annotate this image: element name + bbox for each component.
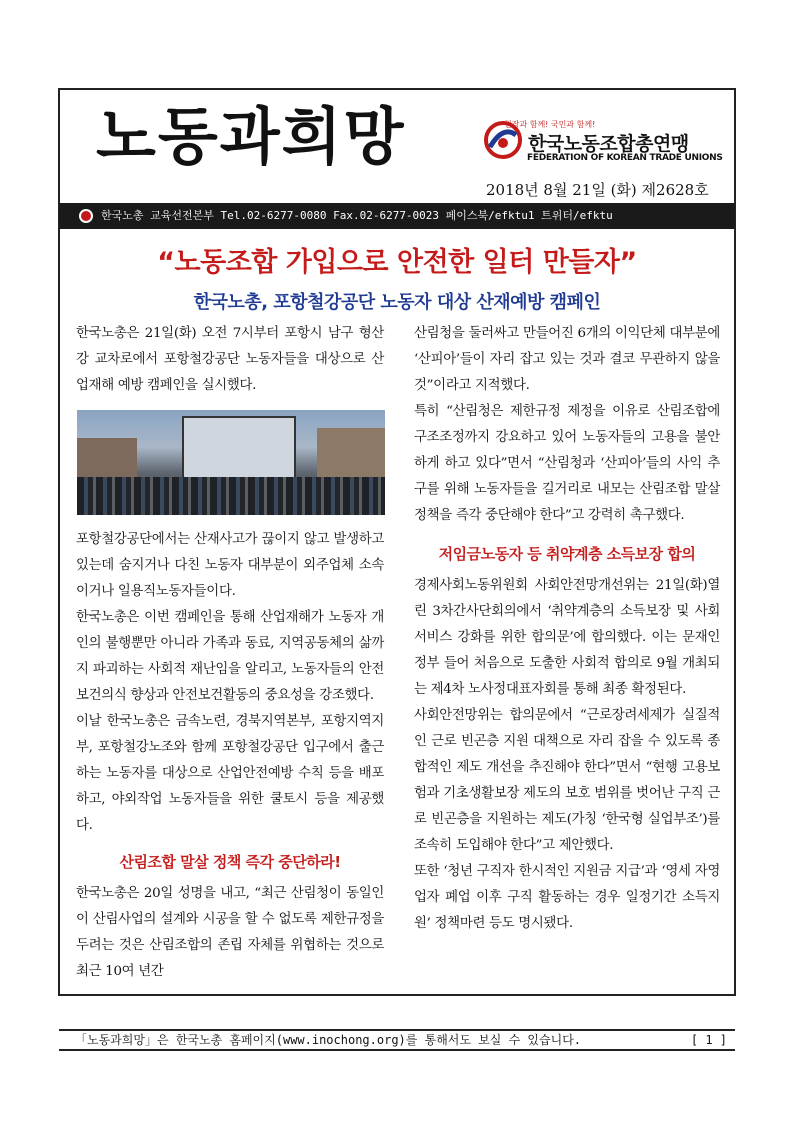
paragraph: 또한 ‘청년 구직자 한시적인 지원금 지급’과 ‘영세 자영업자 폐업 이후 구직 활동하는 경우 일정기간 소득지원’ 정책마련 등도 명시됐다. [414, 864, 720, 931]
page-number: [ 1 ] [690, 1033, 727, 1047]
section-title-lowwage: 저임금노동자 등 취약계층 소득보장 합의 [438, 545, 696, 563]
paragraph: 한국노총은 21일(화) 오전 7시부터 포항시 남구 형산강 교차로에서 포항철강공단 노동자들을 대상으로 산업재해 예방 캠페인을 실시했다. [76, 326, 384, 393]
contact-text: 한국노총 교육선전본부 Tel.02-6277-0080 Fax.02-6277-0023 페이스북/efktu1 트위터/efktu [101, 209, 613, 222]
paragraph: 경제사회노동위원회 사회안전망개선위는 21일(화)열린 3차간사단회의에서 ‘취약계층의 소득보장 및 사회서비스 강화를 위한 합의문’에 합의했다. 이는 문재인 정부 들어 처음으로 도출한 사회적 합의로 9월 개최되는 제4차 노사정대표자회를 통해 최종 확정된다. [414, 578, 720, 697]
paragraph: 특히 “산림청은 제한규정 제정을 이유로 산림조합에 구조조정까지 강요하고 있어 노동자들의 고용을 불안하게 하고 있다”면서 “산림청과 ‘산피아’들의 사익 추구를 위해 노동자들을 길거리로 내모는 산림조합 말살정책을 즉각 중단해야 한다”고 강력히 촉구했다. [414, 404, 720, 523]
headline: “노동조합 가입으로 안전한 일터 만들자” [157, 247, 637, 278]
issue-date: 2018년 8월 21일 (화) 제2628호 [486, 181, 709, 199]
section-title-forestry: 산림조합 말살 정책 즉각 중단하라! [119, 853, 341, 871]
paragraph: 산림청을 둘러싸고 만들어진 6개의 이익단체 대부분에 ‘산피아’들이 자리 잡고 있는 것과 결코 무관하지 않을 것”이라고 지적했다. [414, 326, 720, 393]
footer [59, 1029, 735, 1051]
paragraph: 한국노총은 이번 캠페인을 통해 산업재해가 노동자 개인의 불행뿐만 아니라 가족과 동료, 지역공동체의 삶까지 파괴하는 사회적 재난임을 알리고, 노동자들의 안전보건의식 향상과 안전보건활동의 중요성을 강조했다. [76, 610, 384, 703]
fktu-logo-icon [484, 121, 522, 159]
footer-text: 「노동과희망」은 한국노총 홈페이지(www.inochong.org)를 통해서도 보실 수 있습니다. [75, 1033, 582, 1047]
org-slogan: 현장과 함께! 국민과 함께! [504, 120, 596, 129]
left-column-body [76, 527, 384, 985]
right-column [414, 321, 720, 937]
paragraph: 포항철강공단에서는 산재사고가 끊이지 않고 발생하고 있는데 숨지거나 다친 노동자 대부분이 외주업체 소속이거나 일용직노동자들이다. [76, 532, 384, 599]
campaign-photo [77, 410, 385, 515]
paragraph: 한국노총은 20일 성명을 내고, “최근 산림청이 동일인이 산림사업의 설계와 시공을 할 수 없도록 제한규정을 두려는 것은 산림조합의 존립 자체를 위협하는 것으로 최근 10여 년간 [76, 886, 384, 979]
org-name-en: FEDERATION OF KOREAN TRADE UNIONS [527, 153, 723, 163]
subheadline: 한국노총, 포항철강공단 노동자 대상 산재예방 캠페인 [193, 292, 601, 313]
contact-bar [59, 203, 735, 229]
paragraph: 이날 한국노총은 금속노련, 경북지역본부, 포항지역지부, 포항철강노조와 함께 포항철강공단 입구에서 출근하는 노동자를 대상으로 산업안전예방 수칙 등을 배포하고, 야외작업 노동자들을 위한 쿨토시 등을 제공했다. [76, 714, 384, 833]
paragraph: 사회안전망위는 합의문에서 “근로장려세제가 실질적인 근로 빈곤층 지원 대책으로 자리 잡을 수 있도록 종합적인 제도 개선을 추진해야 한다”면서 “현행 고용보험과 기초생활보장 제도의 보호 범위를 벗어난 구직 근로 빈곤층을 지원하는 제도(가칭 ‘한국형 실업부조’)를 조속히 도입해야 한다”고 제안했다. [414, 708, 720, 853]
fktu-small-logo-icon [79, 209, 93, 223]
org-name: 한국노동조합총연맹 [528, 133, 689, 155]
left-column-top [76, 321, 384, 399]
masthead-title: 노동과희망 [96, 100, 406, 173]
